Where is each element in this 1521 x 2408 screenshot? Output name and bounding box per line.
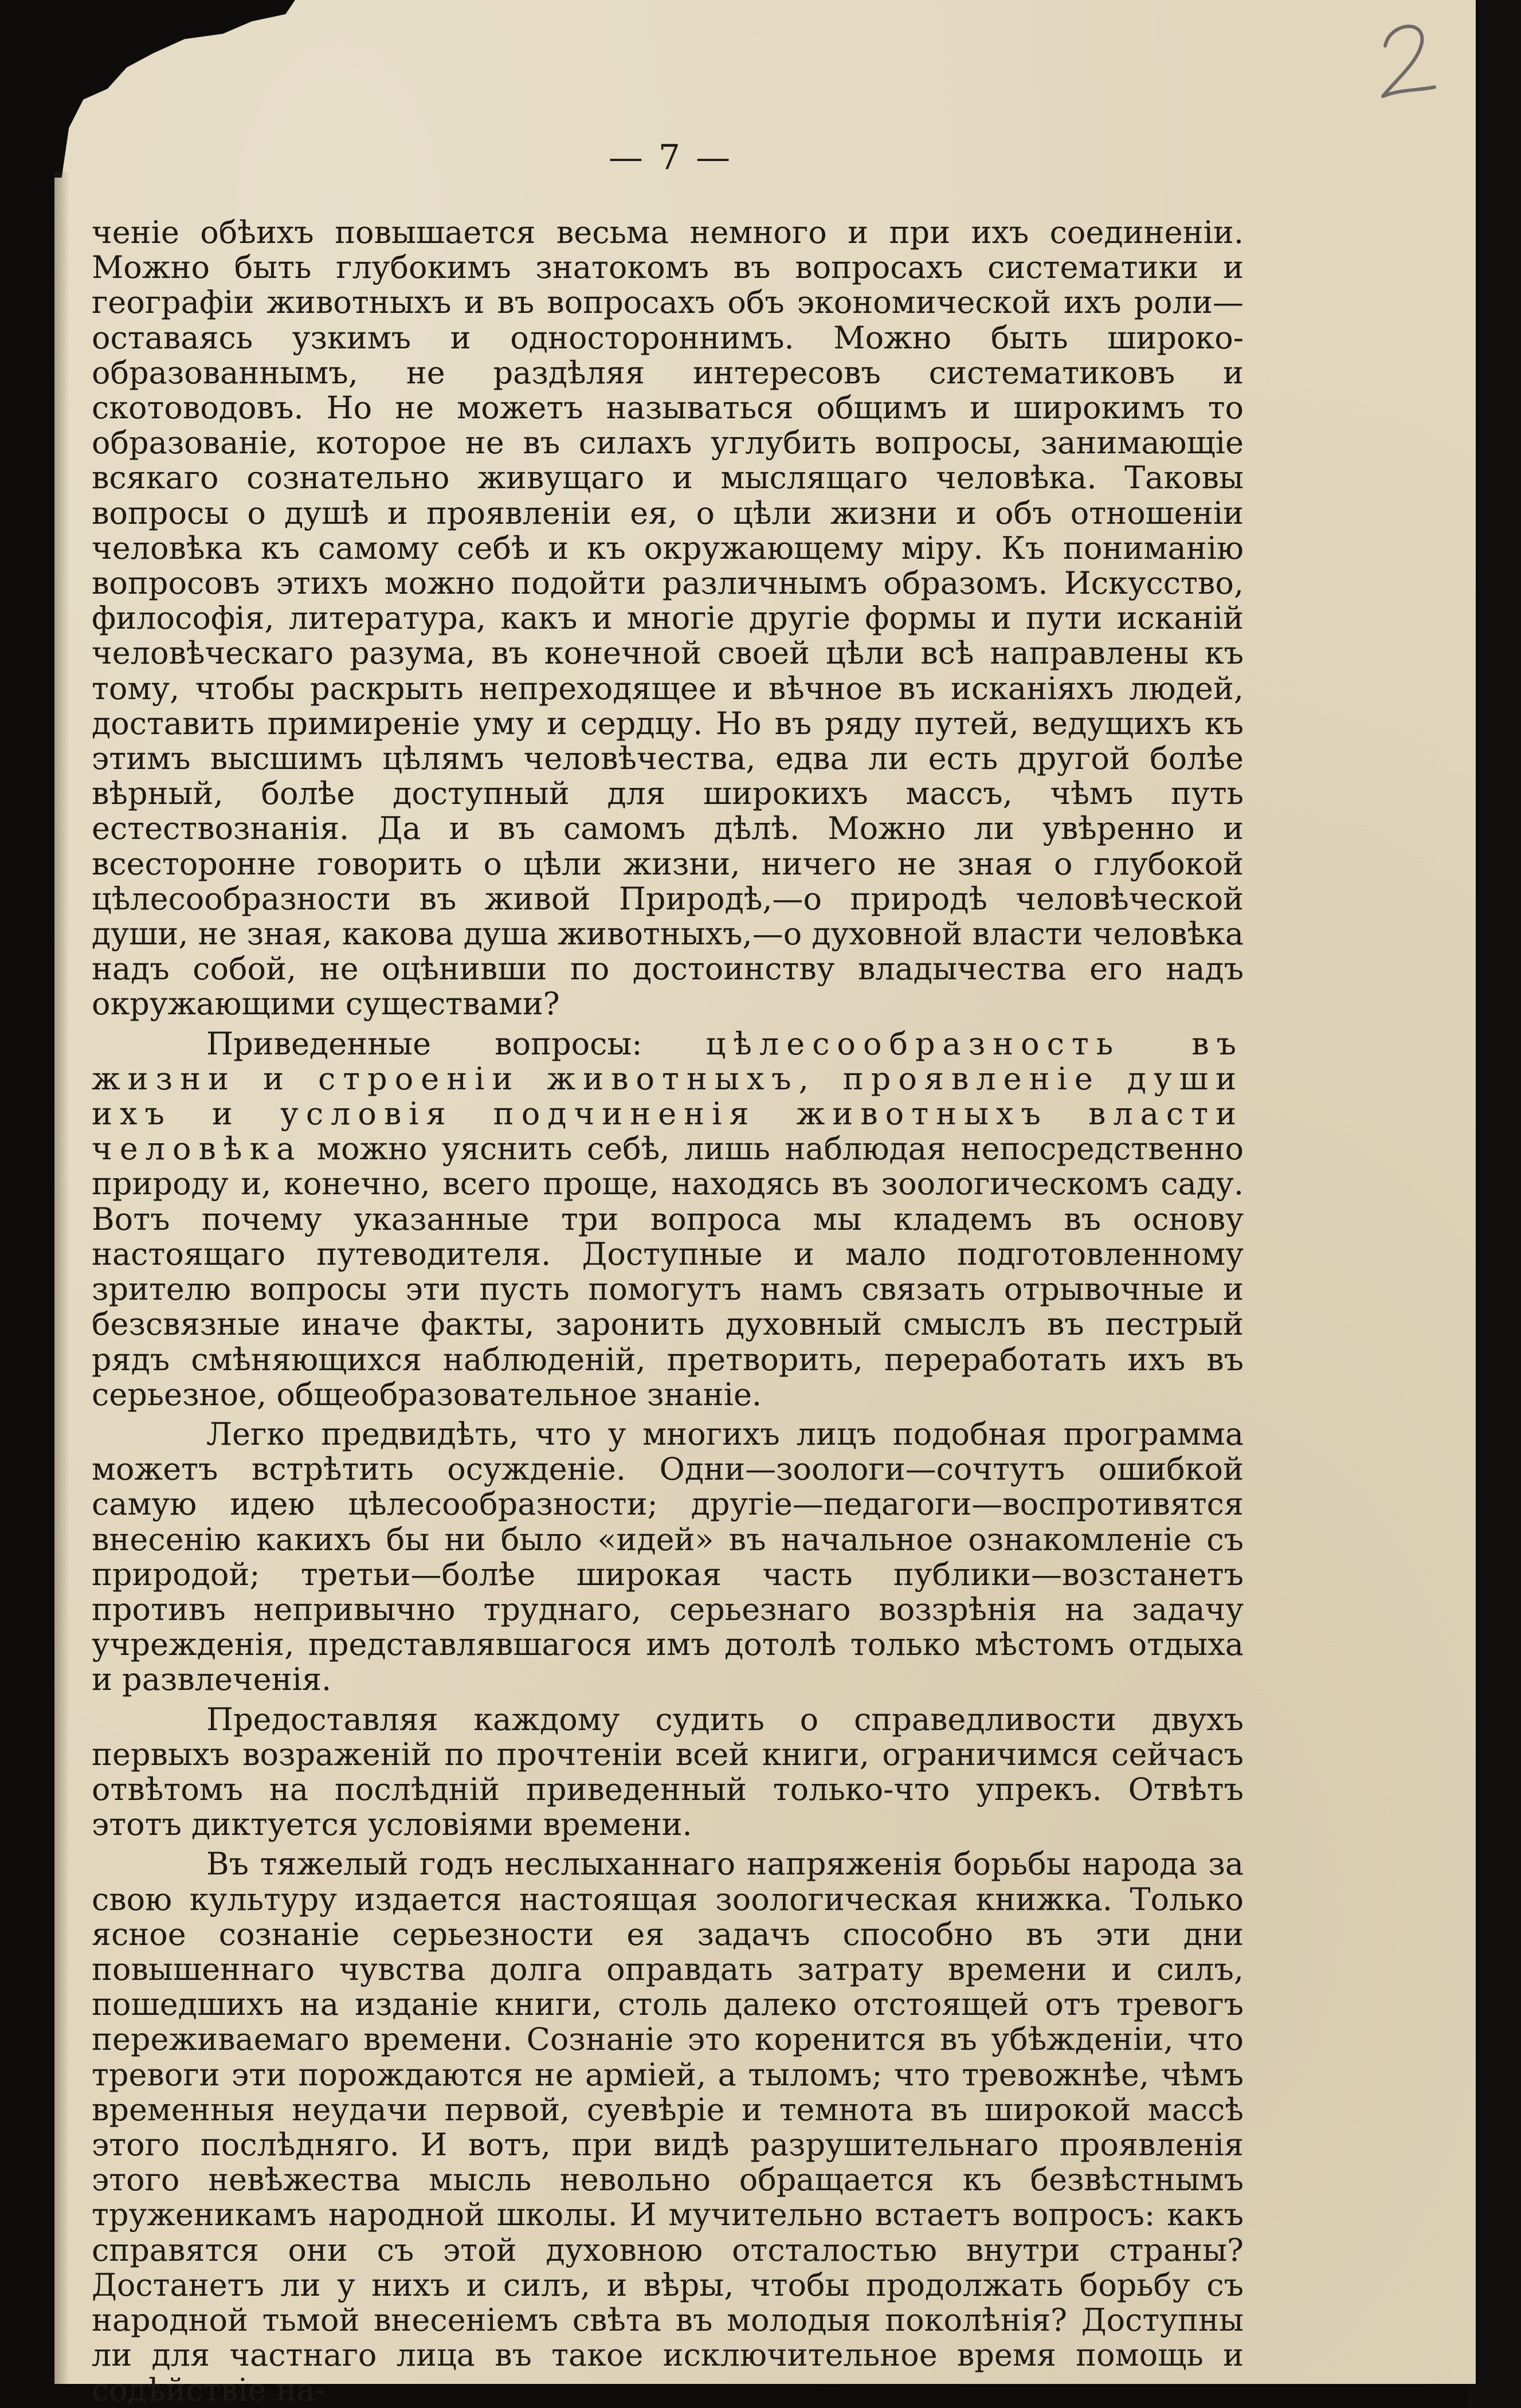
body-text bbox=[92, 215, 1244, 2408]
spaced-emphasis: цѣлесообразность въ жизни и строеніи животныхъ, проявленіе души ихъ и условія подчиненія животныхъ власти человѣка bbox=[92, 1025, 1244, 1167]
pencil-page-annotation bbox=[1373, 13, 1441, 104]
paragraph: Въ тяжелый годъ неслыханнаго напряженія борьбы народа за свою культуру издается настоящая зоологическая книжка. Только ясное сознаніе серьезности ея задачъ способно въ эти дни повышеннаго чувства долга оправдать затрату времени и силъ, пошедшихъ на изданіе книги, столь далеко отстоящей отъ тревогъ переживаемаго времени. Сознаніе это коренится въ убѣжденіи, что тревоги эти порождаются не арміей, а тыломъ; что тревожнѣе, чѣмъ временныя неудачи первой, суевѣріе и темнота въ широкой массѣ этого послѣдняго. И вотъ, при видѣ разрушительнаго проявленія этого невѣжества мысль невольно обращается къ безвѣстнымъ труженикамъ народной школы. И мучительно встаетъ вопросъ: какъ справятся они съ этой духовною отсталостью внутри страны? Достанетъ ли у нихъ и силъ, и вѣры, чтобы продолжать борьбу съ народной тьмой внесеніемъ свѣта въ молодыя поколѣнія? Доступны ли для частнаго лица въ такое исключительное время помощь и содѣйствіе на- bbox=[92, 1846, 1244, 2408]
page-left-edge bbox=[54, 172, 69, 2384]
paragraph-rest: можно уяснить себѣ, лишь наблюдая непосредственно природу и, конечно, всего проще, находясь въ зоологическомъ саду. Вотъ почему указанные три вопроса мы кладемъ въ основу настоящаго путеводителя. Доступные и мало подготовленному зрителю вопросы эти пусть помогутъ намъ связать отрывочные и безсвязные иначе факты, заронить духовный смыслъ въ пестрый рядъ смѣняющихся наблюденій, претворить, переработать ихъ въ серьезное, общеобразовательное знаніе. bbox=[92, 1131, 1244, 1413]
paragraph: Легко предвидѣть, что у многихъ лицъ подобная программа можетъ встрѣтить осужденіе. Одни—зоологи—сочтутъ ошибкой самую идею цѣлесообразности; другіе—педагоги—воспротивятся внесенію какихъ бы ни было «идей» въ начальное ознакомленіе съ природой; третьи—болѣе широкая часть публики—возстанетъ противъ непривычно труднаго, серьезнаго воззрѣнія на задачу учрежденія, представлявшагося имъ дотолѣ только мѣстомъ отдыха и развлеченія. bbox=[92, 1415, 1244, 1698]
paragraph-lead: Приведенные вопросы: bbox=[206, 1025, 706, 1062]
paragraph: Предоставляя каждому судить о справедливости двухъ первыхъ возраженій по прочтеніи всей книги, ограничимся сейчасъ отвѣтомъ на послѣдній приведенный только-что упрекъ. Отвѣтъ этотъ диктуется условіями времени. bbox=[92, 1701, 1244, 1843]
paragraph: ченіе обѣихъ повышается весьма немного и при ихъ соединеніи. Можно быть глубокимъ знатокомъ въ вопросахъ систематики и географіи животныхъ и въ вопросахъ объ экономической ихъ роли—оставаясь узкимъ и одностороннимъ. Можно быть широко-образованнымъ, не раздѣляя интересовъ систематиковъ и скотоводовъ. Но не можетъ называться общимъ и широкимъ то образованіе, которое не въ силахъ углубить вопросы, занимающіе всякаго сознательно живущаго и мыслящаго человѣка. Таковы вопросы о душѣ и проявленіи ея, о цѣли жизни и объ отношеніи человѣка къ самому себѣ и къ окружающему міру. Къ пониманію вопросовъ этихъ можно подойти различнымъ образомъ. Искусство, философія, литература, какъ и многіе другіе формы и пути исканій человѣческаго разума, въ конечной своей цѣли всѣ направлены къ тому, чтобы раскрыть непреходящее и вѣчное въ исканіяхъ людей, доставить примиреніе уму и сердцу. Но въ ряду путей, ведущихъ къ этимъ высшимъ цѣлямъ человѣчества, едва ли есть другой болѣе вѣрный, болѣе доступный для широкихъ массъ, чѣмъ путь естествознанія. Да и въ самомъ дѣлѣ. Можно ли увѣренно и всесторонне говорить о цѣли жизни, ничего не зная о глубокой цѣлесообразности въ живой Природѣ,—о природѣ человѣческой души, не зная, какова душа животныхъ,—о духовной власти человѣка надъ собой, не оцѣнивши по достоинству владычества его надъ окружающими существами? bbox=[92, 214, 1244, 1022]
page-number: — 7 — bbox=[608, 138, 733, 178]
paragraph bbox=[92, 1026, 1244, 1412]
